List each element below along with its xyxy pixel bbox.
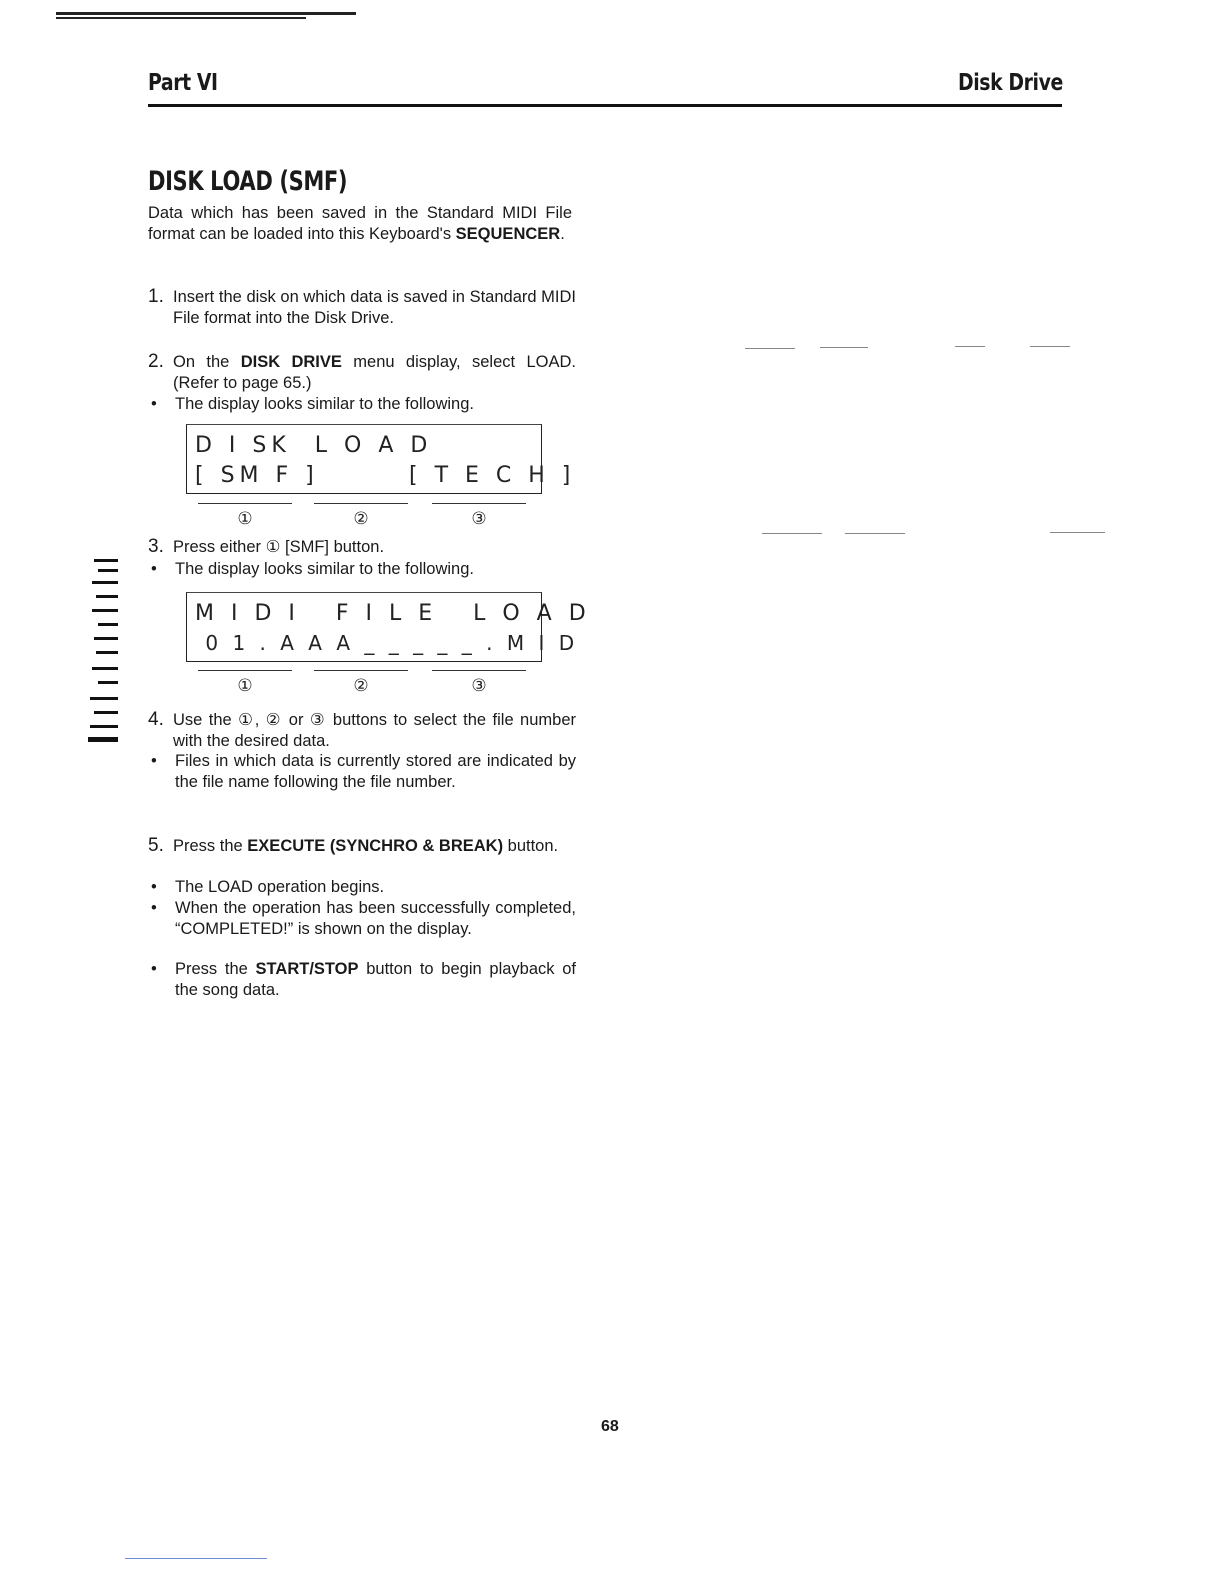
button-line	[314, 670, 408, 671]
scan-speck	[745, 348, 795, 349]
bullet-text-pre: Press the	[175, 960, 256, 978]
intro-end: .	[560, 224, 565, 243]
step-number: 1.	[148, 286, 164, 307]
lcd-line-2-right: [ T E C H ]	[409, 463, 576, 488]
step-number: 3.	[148, 536, 164, 557]
scan-artifact-top	[56, 10, 366, 22]
scan-speck	[845, 533, 905, 534]
button-line	[198, 670, 292, 671]
step-text	[173, 352, 576, 393]
button-2-label: ②	[353, 509, 369, 528]
section-title: DISK LOAD (SMF)	[148, 166, 348, 197]
button-line	[432, 670, 526, 671]
footer-rule	[125, 1558, 267, 1559]
header-section: Disk Drive	[958, 70, 1063, 96]
bullet-dot: •	[151, 752, 157, 770]
lcd-line-1: D I SK L O A D	[195, 433, 433, 458]
step-text-pre: On the	[173, 353, 241, 371]
intro-bold: SEQUENCER	[455, 224, 561, 243]
bullet-text: The LOAD operation begins.	[175, 878, 385, 896]
button-line	[314, 503, 408, 504]
scan-speck	[820, 347, 868, 348]
step-2	[148, 352, 576, 393]
step-number: 2.	[148, 351, 164, 372]
bullet-text-bold: START/STOP	[255, 960, 359, 978]
scan-speck	[1030, 346, 1070, 347]
step-text-post: menu display, select LOAD. (Refer to page 65.)	[173, 353, 576, 392]
step-1	[148, 287, 576, 328]
scan-speck	[762, 533, 822, 534]
bullet-dot: •	[151, 560, 157, 578]
button-line	[198, 503, 292, 504]
button-line	[432, 503, 526, 504]
scan-artifact-margin	[88, 557, 122, 743]
bullet-display-2	[148, 559, 576, 580]
bullet-start-stop	[148, 959, 576, 1000]
step-4	[148, 710, 576, 751]
step-text: Use the ①, ② or ③ buttons to select the file number with the desired data.	[173, 711, 576, 750]
page-number: 68	[601, 1418, 619, 1435]
button-1-label: ①	[237, 676, 253, 695]
bullet-text-post: button to begin playback of the song data.	[175, 960, 576, 999]
step-text-bold: DISK DRIVE	[240, 353, 342, 371]
lcd-display-disk-load	[186, 424, 576, 494]
bullet-dot: •	[151, 395, 157, 413]
step-number: 4.	[148, 709, 164, 730]
lcd-display-midi-file-load	[186, 592, 591, 662]
step-text	[173, 836, 576, 857]
button-1-label: ①	[237, 509, 253, 528]
lcd-line-2: [ SM F ]	[195, 463, 319, 488]
bullet-load-begins	[148, 877, 576, 898]
step-text-pre: Press the	[173, 837, 248, 855]
bullet-text	[175, 959, 576, 1000]
bullet-text: When the operation has been successfully completed, “COMPLETED!” is shown on the display.	[175, 899, 576, 938]
bullet-text: The display looks similar to the following.	[175, 395, 474, 413]
step-3	[148, 537, 576, 558]
intro-text: Data which has been saved in the Standard MIDI File format can be loaded into this Keyboard's	[148, 204, 572, 243]
lcd-line-2: 0 1 . A A A _ _ _ _ _ . M I D	[195, 631, 579, 655]
bullet-text: Files in which data is currently stored are indicated by the file name following the file number.	[175, 752, 576, 791]
display-buttons-2	[198, 670, 528, 694]
button-3-label: ③	[471, 676, 487, 695]
step-text-bold: EXECUTE (SYNCHRO & BREAK)	[247, 837, 504, 855]
step-5	[148, 836, 576, 857]
step-number: 5.	[148, 835, 164, 856]
button-3-label: ③	[471, 509, 487, 528]
bullet-files-stored	[148, 751, 576, 792]
bullet-display-1	[148, 394, 576, 415]
bullet-dot: •	[151, 960, 157, 978]
scan-speck	[955, 346, 985, 347]
step-text-post: button.	[503, 837, 559, 855]
button-2-label: ②	[353, 676, 369, 695]
header-part: Part VI	[148, 70, 218, 96]
bullet-dot: •	[151, 899, 157, 917]
step-text: Press either ① [SMF] button.	[173, 538, 385, 556]
header-rule	[148, 104, 1062, 107]
bullet-dot: •	[151, 878, 157, 896]
display-buttons-1	[198, 503, 528, 527]
lcd-line-1: M I D I F I L E L O A D	[195, 601, 591, 626]
step-text: Insert the disk on which data is saved in Standard MIDI File format into the Disk Drive.	[173, 288, 576, 327]
bullet-completed	[148, 898, 576, 939]
intro-paragraph	[148, 203, 572, 244]
scan-speck	[1050, 532, 1105, 533]
bullet-text: The display looks similar to the following.	[175, 560, 474, 578]
